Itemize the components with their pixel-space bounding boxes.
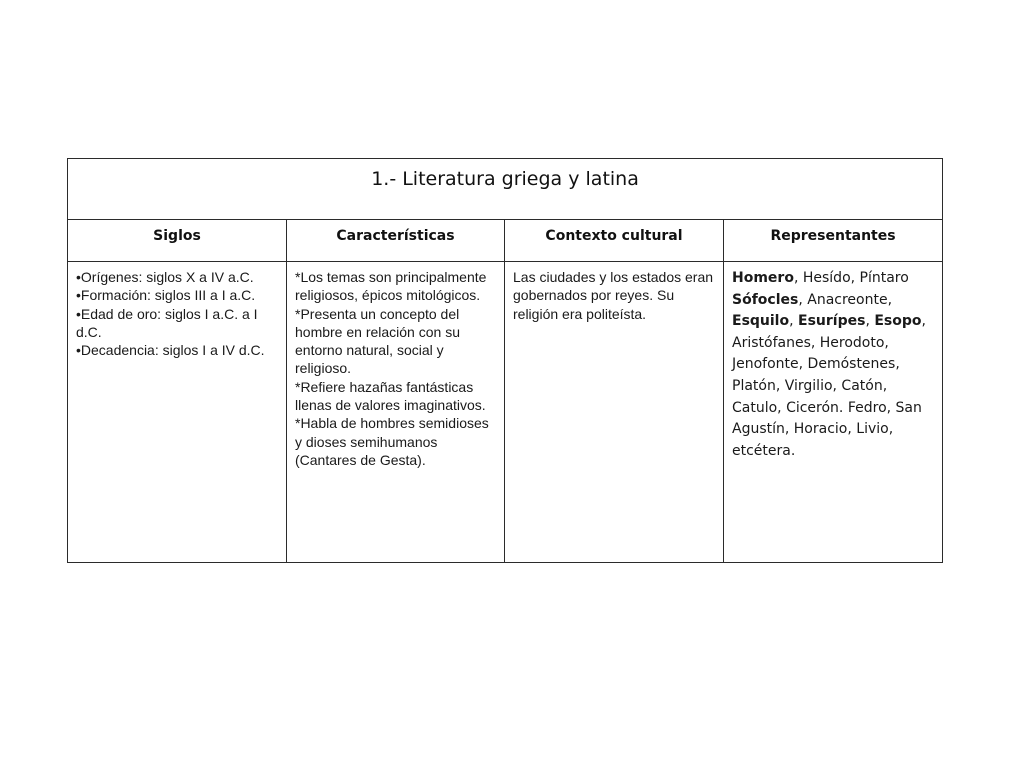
- caracteristicas-cell: [287, 262, 505, 563]
- siglos-cell: [68, 262, 287, 563]
- separator-text: ,: [865, 313, 875, 330]
- author-sofocles: Sófocles: [732, 291, 799, 308]
- contexto-cultural-cell: [505, 262, 724, 563]
- header-row: [68, 220, 943, 262]
- siglos-item: •Orígenes: siglos X a IV a.C.: [76, 269, 254, 285]
- header-representantes: Representantes: [724, 220, 943, 262]
- authors-text: , Anacreonte,: [798, 291, 893, 308]
- caracteristica-item: *Presenta un concepto del hombre en relación con su entorno natural, social y religioso.: [295, 305, 460, 377]
- title-row: [68, 159, 943, 220]
- separator-text: ,: [789, 313, 799, 330]
- caracteristica-item: *Los temas son principalmente religiosos, épicos mitológicos.: [295, 269, 487, 304]
- literature-table: [67, 158, 943, 563]
- author-esquilo: Esquilo: [732, 313, 790, 330]
- authors-text: , Aristófanes, Herodoto, Jenofonte, Demóstenes, Platón, Virgilio, Catón, Catulo, Cicerón. Fedro, San Agustín, Horacio, Livio, etcétera.: [732, 313, 926, 459]
- author-homero: Homero: [732, 270, 794, 286]
- caracteristica-item: *Habla de hombres semidioses y dioses semihumanos (Cantares de Gesta).: [295, 415, 489, 468]
- header-caracteristicas: Características: [287, 220, 505, 262]
- table-title: 1.- Literatura griega y latina: [68, 159, 943, 220]
- header-siglos: Siglos: [68, 220, 287, 262]
- contexto-text: Las ciudades y los estados eran gobernados por reyes. Su religión era politeísta.: [513, 269, 714, 322]
- author-esuripes: Esurípes: [798, 313, 866, 330]
- siglos-item: •Formación: siglos III a I a.C.: [76, 287, 256, 304]
- header-contexto-cultural: Contexto cultural: [505, 220, 724, 262]
- representantes-cell: [724, 262, 943, 563]
- author-esopo: Esopo: [874, 313, 922, 330]
- caracteristica-item: *Refiere hazañas fantásticas llenas de valores imaginativos.: [295, 378, 486, 414]
- siglos-item: •Edad de oro: siglos I a.C. a I d.C.: [76, 305, 258, 340]
- authors-text: , Hesído, Píntaro: [793, 270, 909, 286]
- content-row: [68, 262, 943, 563]
- siglos-item: •Decadencia: siglos I a IV d.C.: [76, 342, 265, 359]
